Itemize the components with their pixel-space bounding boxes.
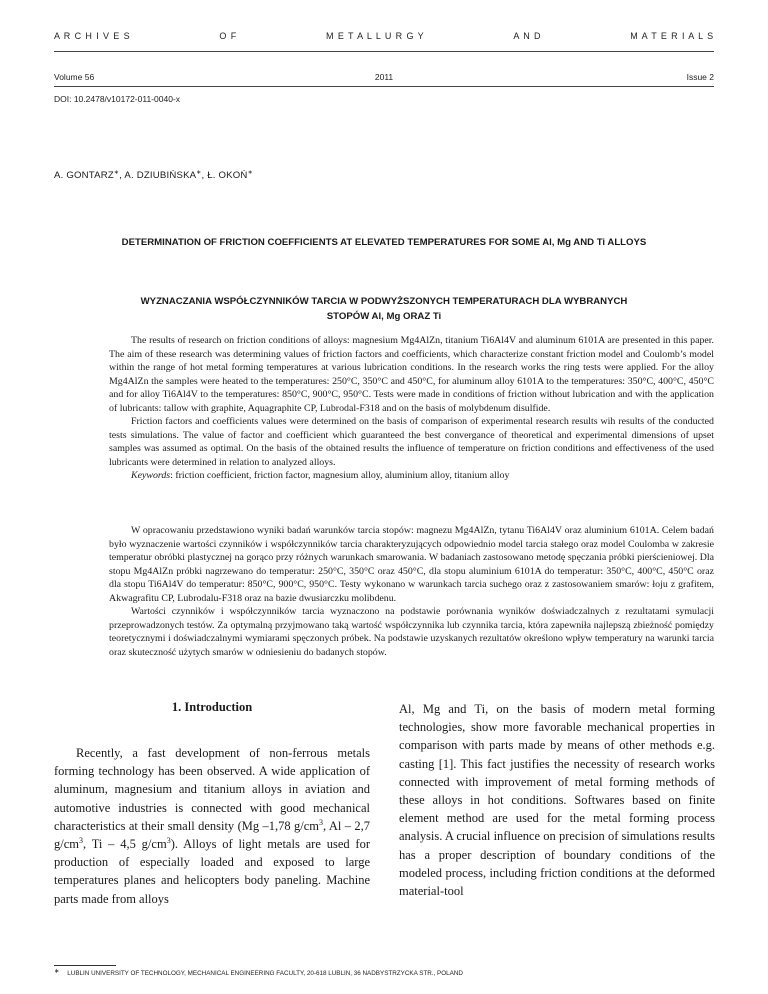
issue-info: [54, 72, 714, 84]
author-list: A. GONTARZ∗, A. DZIUBIŃSKA∗, Ł. OKOŃ∗: [54, 170, 253, 182]
keywords-label: Keywords: [131, 470, 171, 481]
author-name: A. GONTARZ: [54, 170, 114, 182]
author-name: A. DZIUBIŃSKA: [124, 170, 197, 182]
superscript: 3: [79, 835, 83, 845]
keywords-list: : friction coefficient, friction factor, magnesium alloy, aluminium alloy, titanium alloy: [170, 470, 510, 481]
superscript: 3: [319, 817, 324, 827]
affiliation-footnote: [54, 970, 714, 977]
abstract-paragraph: Wartości czynników i współczynników tarcia wyznaczono na podstawie porównania wyników doświadczalnych z rezultatami symulacji przeprowadzonych testów. Za optymalną przyjmowano taką wartość współczynnika lub czynnika tarcia, która zapewniła najlepszą zbieżność pomiędzy teoretycznymi i doświadczalnymi wymiarami spęczonych próbek. Na podstawie uzyskanych rezultatów określono wpływ temperatury na warunki tarcia oraz skuteczność użytych smarów w odniesieniu do badanych stopów.: [109, 606, 714, 658]
body-text-run: ). Alloys of light metals are used for production of especially loaded and exposed to large temperatures planes and helicopters body paneling. Machine parts made from alloys: [54, 837, 370, 906]
doi[interactable]: DOI: 10.2478/v10172-011-0040-x: [54, 94, 181, 104]
footnote-rule: [54, 965, 116, 966]
abstract-paragraph: Friction factors and coefficients values were determined on the basis of comparison of experimental research results wih results of the conducted tests simulations. The value of factor and coefficient which guaranteed the best convergance of theoretical and experimental dimensions of upset samples was assumed as optimal. On the basis of the obtained results the influence of temperature on friction conditions and effectiveness of the used lubricants were determined in relation to analyzed alloys.: [109, 416, 714, 468]
journal-word: M E T A L L U R G Y: [326, 31, 425, 41]
year-label: 2011: [374, 72, 394, 82]
superscript: 3: [166, 835, 171, 845]
abstract-polish: [109, 524, 714, 659]
journal-word: M A T E R I A L S: [630, 31, 714, 41]
abstract-paragraph: The results of research on friction conditions of alloys: magnesium Mg4AlZn, titanium Ti6Al4V and aluminum 6101A are presented in this paper. The aim of these research was determining values of friction factors and coefficients, which characterize constant friction model and Coulomb’s model within the range of hot metal forming temperatures at various lubrication conditions. In the research works the ring tests were applied. For the alloy Mg4AlZn the samples were heated to the temperatures: 250°C, 350°C and 450°C, for aluminum alloy 6101A to the temperatures: 350°C, 400°C, 450°C and for alloy Ti6Al4V to the temperatures: 850°C, 900°C, 950°C. Tests were made in conditions of friction without lubrication and with the application of lubricants: tallow with graphite, Aquagraphite CP, Lubrodal-F318 and on the basis of molybdenum disulfide.: [109, 335, 714, 414]
footnote-text: LUBLIN UNIVERSITY OF TECHNOLOGY, MECHANICAL ENGINEERING FACULTY, 20-618 LUBLIN, 36 NADBYSTRZYCKA STR., POLAND: [67, 970, 463, 977]
abstract-english: [109, 334, 714, 483]
header-rule-bottom: [54, 86, 714, 87]
body-column-right: [399, 700, 715, 900]
author-name: Ł. OKOŃ: [207, 170, 248, 182]
body-paragraph: [54, 744, 370, 908]
body-paragraph: Al, Mg and Ti, on the basis of modern metal forming technologies, show more favorable mechanical properties in comparison with parts made by means of other methods e.g. casting [1]. This fact justifies the necessity of research works connected with improvement of metal forming methods of these alloys in hot conditions. Softwares based on finite element method are used for the metal forming process analysis. A crucial influence on precision of simulations results has a proper description of boundary conditions of the modeled process, including friction conditions at the deformed material-tool: [399, 702, 715, 899]
affiliation-marker: ∗: [113, 170, 120, 176]
keywords: [109, 469, 714, 483]
journal-word: O F: [219, 31, 238, 41]
abstract-paragraph: W opracowaniu przedstawiono wyniki badań warunków tarcia stopów: magnezu Mg4AlZn, tytanu Ti6Al4V oraz aluminium 6101A. Celem badań było wyznaczenie wartości czynników i współczynników tarcia charakteryzujących odpowiednio model tarcia stałego oraz model Coulomba w zakresie temperatur obróbki plastycznej na gorąco przy różnych warunkach smarowania. W badaniach zastosowano metodę spęczania próbki pierścieniowej. Dla stopu Mg4AlZn próbki nagrzewano do temperatur: 250°C, 350°C oraz 450°C, dla stopu aluminium 6101A do temperatur: 350°C, 400°C, 450°C oraz dla stopu Ti6Al4V do temperatur: 850°C, 900°C, 950°C. Testy wykonano w warunkach tarcia suchego oraz z zastosowaniem smarów: łoju z grafitem, Akwagrafitu CP, Lubrodalu-F318 oraz na bazie dwusiarczku molibdenu.: [109, 525, 714, 604]
article-title-polish: WYZNACZANIA WSPÓŁCZYNNIKÓW TARCIA W PODWYŻSZONYCH TEMPERATURACH DLA WYBRANYCH STOPÓW Al, Mg ORAZ Ti: [140, 296, 628, 322]
article-title: DETERMINATION OF FRICTION COEFFICIENTS AT ELEVATED TEMPERATURES FOR SOME Al, Mg AND Ti ALLOYS: [121, 237, 647, 248]
volume-label: Volume 56: [54, 72, 95, 82]
header-rule-top: [54, 51, 714, 52]
footnote-marker: ∗: [54, 968, 60, 975]
journal-name: [54, 31, 714, 45]
journal-word: A N D: [513, 31, 542, 41]
body-text-run: , Ti – 4,5 g/cm: [83, 837, 167, 852]
affiliation-marker: ∗: [196, 170, 202, 176]
section-heading: 1. Introduction: [171, 700, 253, 714]
issue-label: Issue 2: [686, 72, 714, 82]
affiliation-marker: ∗: [247, 170, 253, 176]
body-column-left: [54, 700, 370, 908]
body-text-run: Recently, a fast development of non-ferrous metals forming technology has been observed. A wide application of aluminum, magnesium and titanium alloys in aviation and automotive industries is connected with good mechanical characteristics at their small density (Mg –1,78 g/cm: [54, 746, 370, 833]
journal-word: A R C H I V E S: [54, 31, 131, 41]
body-text-run: , Al – 2,7 g/cm: [54, 818, 371, 852]
